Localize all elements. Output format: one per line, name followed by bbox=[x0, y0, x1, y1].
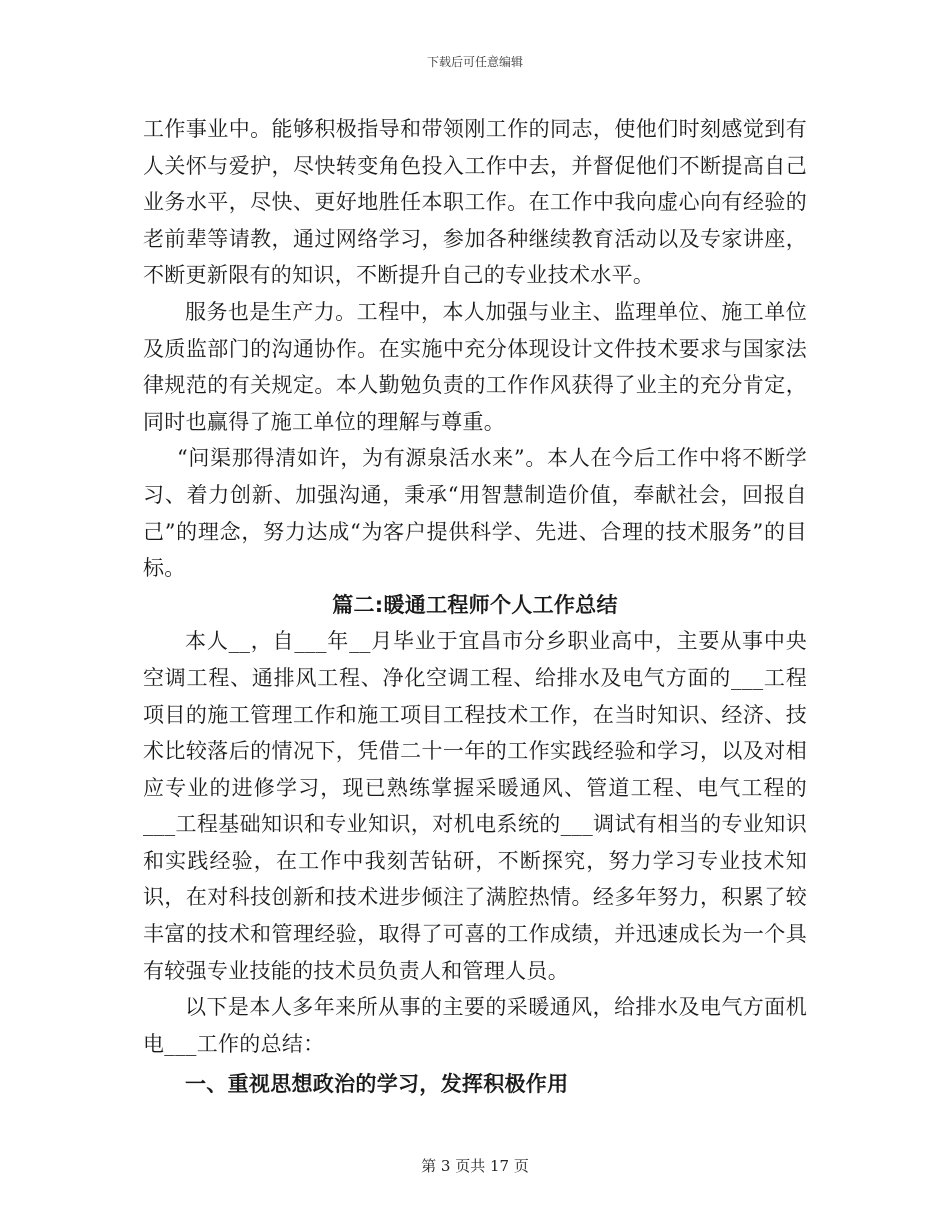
section-title: 篇二:暖通工程师个人工作总结 bbox=[332, 592, 618, 617]
paragraph-intro: 本人__，自___年__月毕业于宜昌市分乡职业高中，主要从事中央空调工程、通排风工程、净化空调工程、给排水及电气方面的___工程项目的施工管理工作和施工项目工程技术工作，在当时知识、经济、技术比较落后的情况下，凭借二十一年的工作实践经验和学习，以及对相应专业的进修学习，现已熟练掌握采暖通风、管道工程、电气工程的___工程基础知识和专业知识，对机电系统的___调试有相当的专业知识和实践经验，在工作中我刻苦钻研，不断探究，努力学习专业技术知识，在对科技创新和技术进步倾注了满腔热情。经多年努力，积累了较丰富的技术和管理经验，取得了可喜的工作成绩，并迅速成长为一个具有较强专业技能的技术员负责人和管理人员。 bbox=[143, 629, 807, 983]
subheading-politics: 一、重视思想政治的学习，发挥积极作用 bbox=[185, 1072, 569, 1097]
paragraph-service: 服务也是生产力。工程中，本人加强与业主、监理单位、施工单位及质监部门的沟通协作。在实施中充分体现设计文件技术要求与国家法律规范的有关规定。本人勤勉负责的工作作风获得了业主的充分肯定，同时也赢得了施工单位的理解与尊重。 bbox=[143, 299, 807, 434]
paragraph-continuation: 工作事业中。能够积极指导和带领刚工作的同志，使他们时刻感觉到有人关怀与爱护，尽快转变角色投入工作中去，并督促他们不断提高自己业务水平，尽快、更好地胜任本职工作。在工作中我向虚心向有经验的老前辈等请教，通过网络学习，参加各种继续教育活动以及专家讲座，不断更新限有的知识，不断提升自己的专业技术水平。 bbox=[143, 117, 807, 288]
paragraph-summary-lead: 以下是本人多年来所从事的主要的采暖通风，给排水及电气方面机电___工作的总结： bbox=[143, 995, 807, 1056]
page-header: 下载后可任意编辑 bbox=[426, 55, 523, 69]
document-body bbox=[143, 111, 807, 1103]
page-footer: 第 3 页共 17 页 bbox=[421, 1157, 529, 1175]
paragraph-quote: “问渠那得清如许，为有源泉活水来”。本人在今后工作中将不断学习、着力创新、加强沟通，秉承“用智慧制造价值，奉献社会，回报自己”的理念，努力达成“为客户提供科学、先进、合理的技术服务”的目标。 bbox=[143, 446, 807, 581]
